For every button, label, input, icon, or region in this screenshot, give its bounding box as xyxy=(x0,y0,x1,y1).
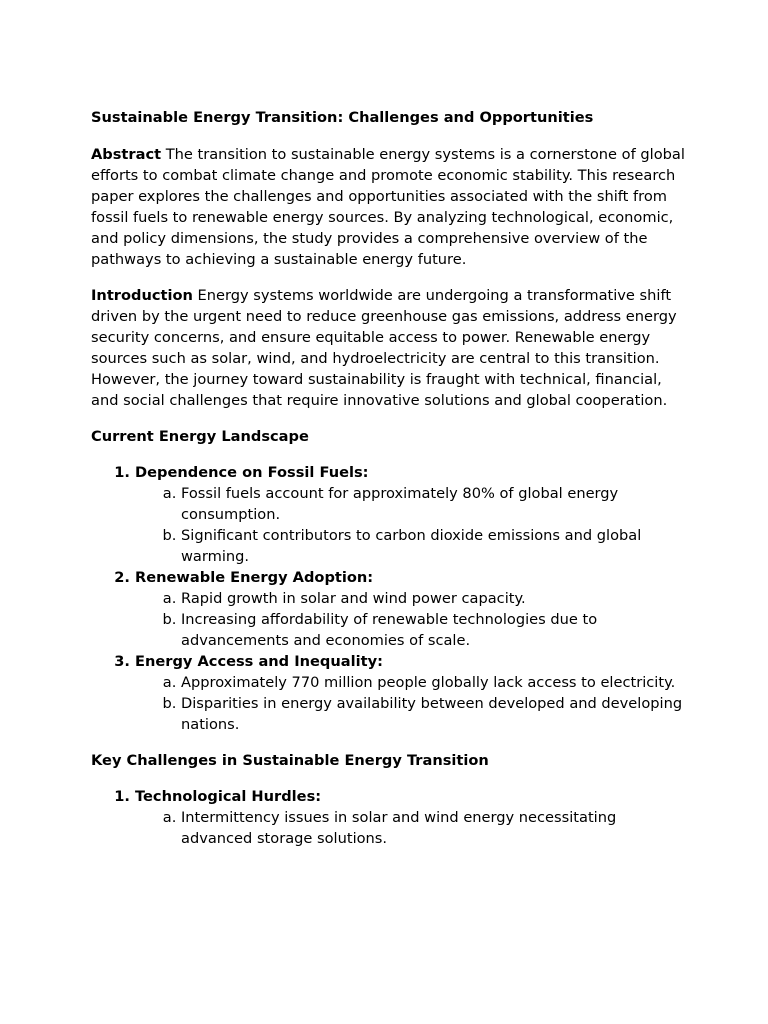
introduction-lead: Introduction xyxy=(91,287,193,304)
list-item-title: Energy Access and Inequality: xyxy=(135,653,383,670)
list-item-title: Technological Hurdles: xyxy=(135,788,322,805)
sub-list-item: a. Intermittency issues in solar and wind energy necessitating advanced storage solutions. xyxy=(181,807,691,849)
section-heading-landscape: Current Energy Landscape xyxy=(91,428,309,445)
sub-list-item: a. Approximately 770 million people globally lack access to electricity. xyxy=(181,672,691,693)
sub-list-item: b. Disparities in energy availability between developed and developing nations. xyxy=(181,693,691,735)
sub-list-item: a. Fossil fuels account for approximately 80% of global energy consumption. xyxy=(181,483,691,525)
challenges-list xyxy=(91,786,691,849)
sub-list-item: b. Significant contributors to carbon dioxide emissions and global warming. xyxy=(181,525,691,567)
abstract-text: The transition to sustainable energy systems is a cornerstone of global efforts to combat climate change and promote economic stability. This research paper explores the challenges and opportunities associated with the shift from fossil fuels to renewable energy sources. By analyzing technological, economic, and policy dimensions, the study provides a comprehensive overview of the pathways to achieving a sustainable energy future. xyxy=(91,146,685,268)
sub-list xyxy=(135,588,691,651)
list-item xyxy=(135,567,691,651)
introduction-text: Energy systems worldwide are undergoing a transformative shift driven by the urgent need to reduce greenhouse gas emissions, address energy security concerns, and ensure equitable access to power. Renewable energy sources such as solar, wind, and hydroelectricity are central to this transition. However, the journey toward sustainability is fraught with technical, financial, and social challenges that require innovative solutions and global cooperation. xyxy=(91,287,677,409)
list-item xyxy=(135,786,691,849)
landscape-list xyxy=(91,462,691,735)
document-page xyxy=(91,107,691,864)
sub-list xyxy=(135,807,691,849)
abstract-lead: Abstract xyxy=(91,146,162,163)
list-item-title: Dependence on Fossil Fuels: xyxy=(135,464,369,481)
sub-list xyxy=(135,483,691,567)
abstract-paragraph xyxy=(91,144,691,270)
sub-list-item: b. Increasing affordability of renewable technologies due to advancements and economies of scale. xyxy=(181,609,691,651)
list-item xyxy=(135,651,691,735)
document-title: Sustainable Energy Transition: Challenges and Opportunities xyxy=(91,109,594,126)
introduction-paragraph xyxy=(91,285,691,411)
sub-list-item: a. Rapid growth in solar and wind power capacity. xyxy=(181,588,691,609)
section-heading-challenges: Key Challenges in Sustainable Energy Transition xyxy=(91,752,489,769)
list-item-title: Renewable Energy Adoption: xyxy=(135,569,374,586)
sub-list xyxy=(135,672,691,735)
list-item xyxy=(135,462,691,567)
